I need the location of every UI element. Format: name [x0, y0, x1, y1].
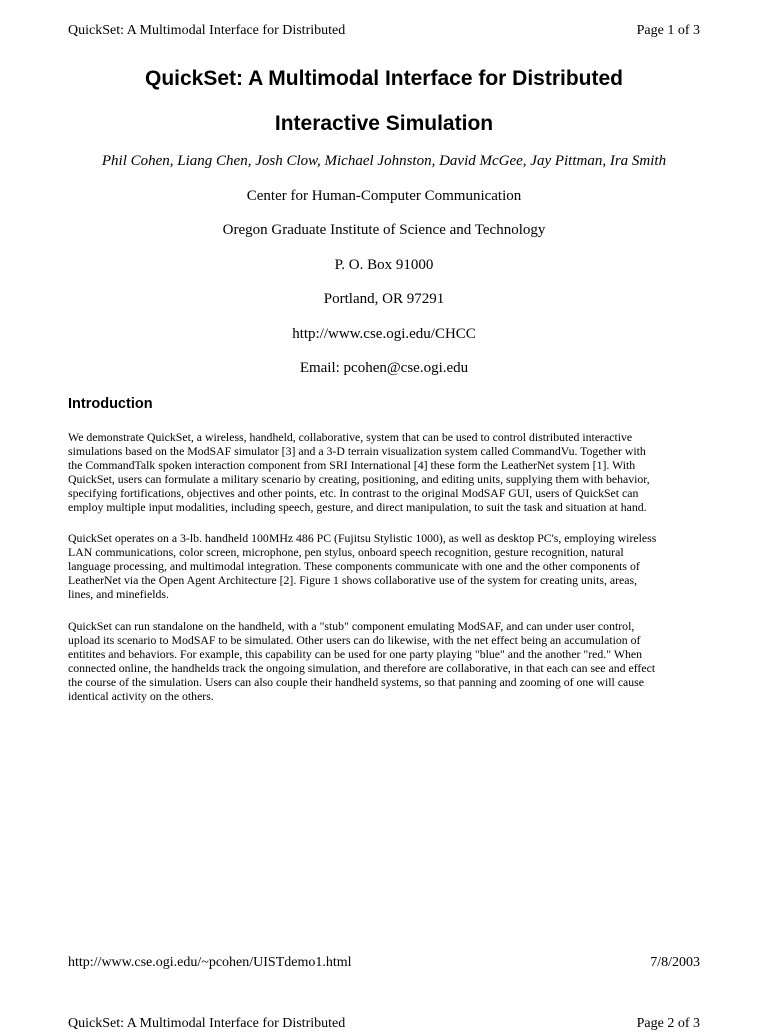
paragraph-line: LeatherNet via the Open Agent Architecture [2]. Figure 1 shows collaborative use of the system for creating units, areas,: [68, 572, 638, 587]
paragraph-line: employ multiple input modalities, including speech, gesture, and direct manipulation, to suit the task and situation at hand.: [68, 499, 647, 514]
paragraph-line: QuickSet operates on a 3-lb. handheld 100MHz 486 PC (Fujitsu Stylistic 1000), as well as desktop PC's, employing wireless: [68, 531, 657, 545]
affiliation-institute: Oregon Graduate Institute of Science and Technology: [222, 222, 546, 238]
next-header-doc-title: QuickSet: A Multimodal Interface for Distributed: [68, 1016, 346, 1031]
affiliation-city: Portland, OR 97291: [323, 291, 445, 307]
paragraph: [68, 431, 698, 514]
document-title-line-2: Interactive Simulation: [274, 112, 494, 135]
affiliation-email: Email: pcohen@cse.ogi.edu: [299, 360, 469, 376]
paragraph-line: simulations based on the ModSAF simulator [3] and a 3-D terrain visualization system called CommandVu. Together with: [68, 443, 646, 458]
section-heading: Introduction: [68, 396, 153, 412]
paragraph-line: We demonstrate QuickSet, a wireless, handheld, collaborative, system that can be used to control distributed interactive: [68, 430, 633, 444]
paragraph-line: connected online, the handhelds track the ongoing simulation, and therefore are collaborative, in that each can see and effect: [68, 660, 656, 675]
header-doc-title: QuickSet: A Multimodal Interface for Distributed: [68, 23, 346, 38]
affiliation-center: Center for Human-Computer Communication: [246, 188, 522, 204]
paragraph-line: LAN communications, color screen, microphone, pen stylus, onboard speech recognition, gesture recognition, natural: [68, 544, 624, 559]
paragraph: [68, 532, 698, 602]
affiliation-url: http://www.cse.ogi.edu/CHCC: [292, 326, 476, 342]
next-header-page-number: Page 2 of 3: [636, 1016, 700, 1031]
affiliation-po-box: P. O. Box 91000: [334, 257, 434, 273]
header-page-number: Page 1 of 3: [636, 23, 700, 38]
paragraph-line: entitites and behaviors. For example, this capability can be used for one party playing "blue" and the another "red." When: [68, 646, 642, 661]
paragraph-line: QuickSet, users can formulate a military scenario by creating, positioning, and editing units, supplying them with behavior,: [68, 471, 650, 486]
paragraph-line: QuickSet can run standalone on the handheld, with a "stub" component emulating ModSAF, and can under user control,: [68, 619, 635, 633]
footer-url: http://www.cse.ogi.edu/~pcohen/UISTdemo1.html: [68, 955, 352, 970]
footer-date: 7/8/2003: [650, 955, 700, 970]
paragraph-line: the course of the simulation. Users can also couple their handheld systems, so that panning and zooming of one will cause: [68, 674, 644, 689]
document-title-line-1: QuickSet: A Multimodal Interface for Distributed: [145, 67, 623, 90]
paragraph-line: the CommandTalk spoken interaction component from SRI International [4] these form the LeatherNet system [1]. With: [68, 457, 636, 472]
paragraph-line: specifying fortifications, objectives and other points, etc. In contrast to the original ModSAF GUI, users of QuickSet can: [68, 485, 639, 500]
paragraph-line: identical activity on the others.: [68, 688, 214, 703]
paragraph: [68, 620, 698, 703]
paragraph-line: upload its scenario to ModSAF to be simulated. Other users can do likewise, with the net effect being an accumulation of: [68, 632, 641, 647]
authors: Phil Cohen, Liang Chen, Josh Clow, Michael Johnston, David McGee, Jay Pittman, Ira Smith: [101, 153, 667, 169]
paragraph-line: lines, and minefields.: [68, 586, 169, 601]
paragraph-line: language processing, and multimodal integration. These components communicate with one and the other components of: [68, 558, 640, 573]
